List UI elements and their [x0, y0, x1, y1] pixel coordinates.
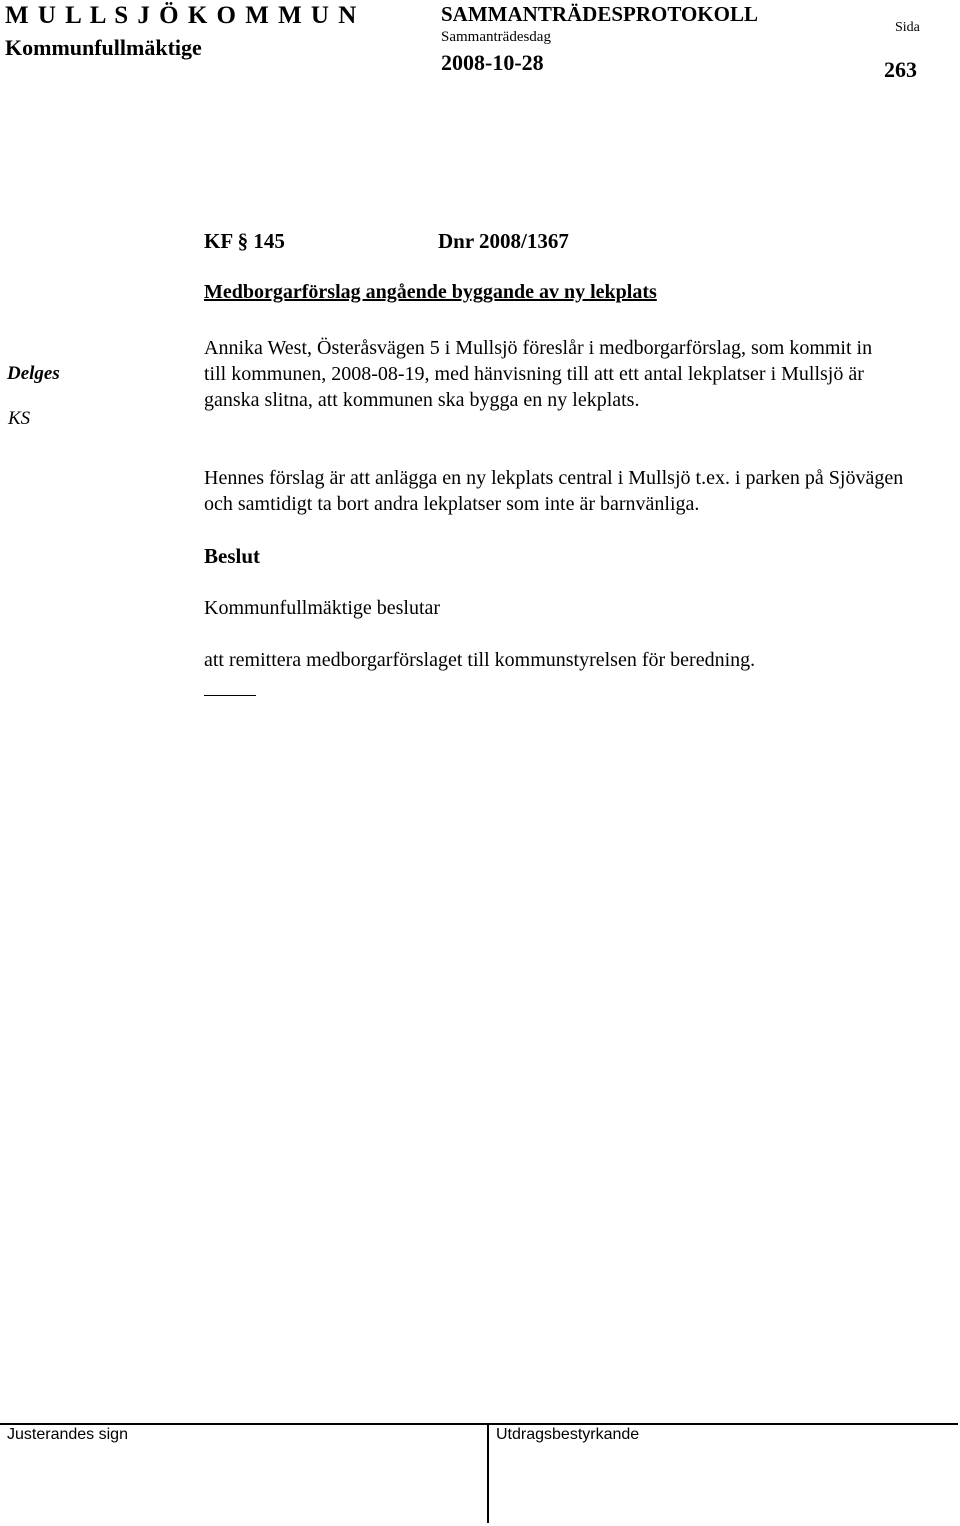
municipality-name: M U L L S J Ö K O M M U N: [5, 2, 358, 29]
distribution-label: Delges: [7, 363, 60, 384]
distribution-recipient: KS: [8, 408, 31, 429]
footer-divider: [487, 1423, 489, 1523]
page-number: 263: [884, 57, 917, 82]
body-paragraph-2: Hennes förslag är att anlägga en ny lekplats central i Mullsjö t.ex. i parken på Sjövägen och samtidigt ta bort andra lekplatser som inte är barnvänliga.: [204, 467, 904, 515]
case-number: KF § 145: [204, 229, 285, 253]
case-title: Medborgarförslag angående byggande av ny lekplats: [204, 281, 657, 303]
case-dnr: Dnr 2008/1367: [438, 229, 569, 253]
footer-rule: [0, 1423, 958, 1425]
decision-heading: Beslut: [204, 544, 261, 568]
footer-certification-label: Utdragsbestyrkande: [496, 1426, 640, 1443]
footer-sign-label: Justerandes sign: [7, 1426, 128, 1443]
meeting-date-label: Sammanträdesdag: [441, 29, 551, 45]
body-name: Kommunfullmäktige: [5, 35, 202, 60]
page-label: Sida: [895, 20, 920, 35]
body-paragraph-1: Annika West, Österåsvägen 5 i Mullsjö föreslår i medborgarförslag, som kommit in till kommunen, 2008-08-19, med hänvisning till att ett antal lekplatser i Mullsjö är ganska slitna, att kommunen ska bygga en ny lekplats.: [204, 337, 873, 411]
end-rule: [204, 695, 256, 696]
decision-text: att remittera medborgarförslaget till kommunstyrelsen för beredning.: [204, 649, 756, 671]
document-type: SAMMANTRÄDESPROTOKOLL: [441, 2, 758, 26]
meeting-date: 2008-10-28: [441, 50, 544, 75]
decision-intro: Kommunfullmäktige beslutar: [204, 597, 441, 619]
